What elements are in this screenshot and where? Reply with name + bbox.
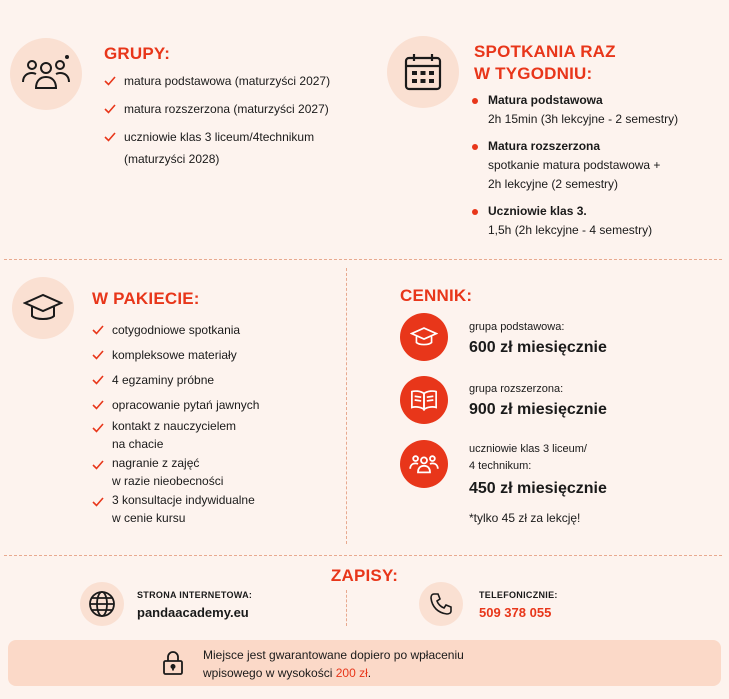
list-item: kompleksowe materiały [92,344,259,366]
groups-list [104,70,330,170]
price-label: uczniowie klas 3 liceum/ 4 technikum: [469,443,587,472]
check-icon [92,399,104,411]
check-icon [92,496,104,508]
bullet-icon [472,98,478,104]
groups-title: GRUPY: [104,44,171,63]
people-group-icon [10,38,82,110]
graduation-cap-icon [400,313,448,361]
bullet-icon [472,209,478,215]
check-icon [92,349,104,361]
deposit-notice [8,640,721,686]
open-book-icon [400,376,448,424]
website-label: STRONA INTERNETOWA: [137,590,253,600]
list-item: Matura podstawowa 2h 15min (3h lekcyjne - 2 semestry) [470,91,678,129]
list-item: Matura rozszerzona spotkanie matura podstawowa + 2h lekcyjne (2 semestry) [470,137,678,194]
notice-text: Miejsce jest gwarantowane dopiero po wpłaceniu wpisowego w wysokości 200 zł. [203,648,464,680]
price-label: grupa podstawowa: [469,321,565,333]
price-value: 900 zł miesięcznie [469,401,607,418]
calendar-icon [387,36,459,108]
list-item: uczniowie klas 3 liceum/4technikum (maturzyści 2028) [104,126,330,170]
price-value: 600 zł miesięcznie [469,339,607,356]
phone-label: TELEFONICZNIE: [479,590,558,600]
meetings-list [470,91,678,240]
list-item: Uczniowie klas 3. 1,5h (2h lekcyjne - 4 semestry) [470,202,678,240]
list-item: cotygodniowe spotkania [92,319,259,341]
list-item: matura podstawowa (maturzyści 2027) [104,70,330,92]
check-icon [92,422,104,434]
pricing-title: CENNIK: [400,286,473,305]
phone-number[interactable]: 509 378 055 [479,605,552,620]
signup-title: ZAPISY: [330,566,399,585]
list-item: matura rozszerzona (maturzyści 2027) [104,98,330,120]
price-value: 450 zł miesięcznie [469,480,607,497]
price-label: grupa rozszerzona: [469,383,564,395]
graduation-cap-icon [12,277,74,339]
website-link[interactable]: pandaacademy.eu [137,605,249,620]
package-title: W PAKIECIE: [92,289,200,308]
list-item: 3 konsultacje indywidualne w cenie kursu [92,491,259,527]
check-icon [92,374,104,386]
list-item: 4 egzaminy próbne [92,369,259,391]
section-divider [4,259,722,260]
list-item: kontakt z nauczycielem na chacie [92,417,259,453]
check-icon [104,131,116,143]
bullet-icon [472,144,478,150]
section-divider [4,555,722,556]
column-divider [346,590,347,626]
phone-icon [419,582,463,626]
deposit-amount: 200 zł [335,666,368,680]
list-item: opracowanie pytań jawnych [92,394,259,416]
check-icon [104,103,116,115]
price-note: *tylko 45 zł za lekcję! [469,511,581,525]
people-group-icon [400,440,448,488]
column-divider [346,268,347,544]
list-item: nagranie z zajęć w razie nieobecności [92,454,259,490]
check-icon [92,324,104,336]
check-icon [92,459,104,471]
lock-icon [162,650,184,681]
meetings-title: SPOTKANIA RAZ W TYGODNIU: [474,42,616,83]
package-list [92,319,259,527]
check-icon [104,75,116,87]
globe-icon [80,582,124,626]
